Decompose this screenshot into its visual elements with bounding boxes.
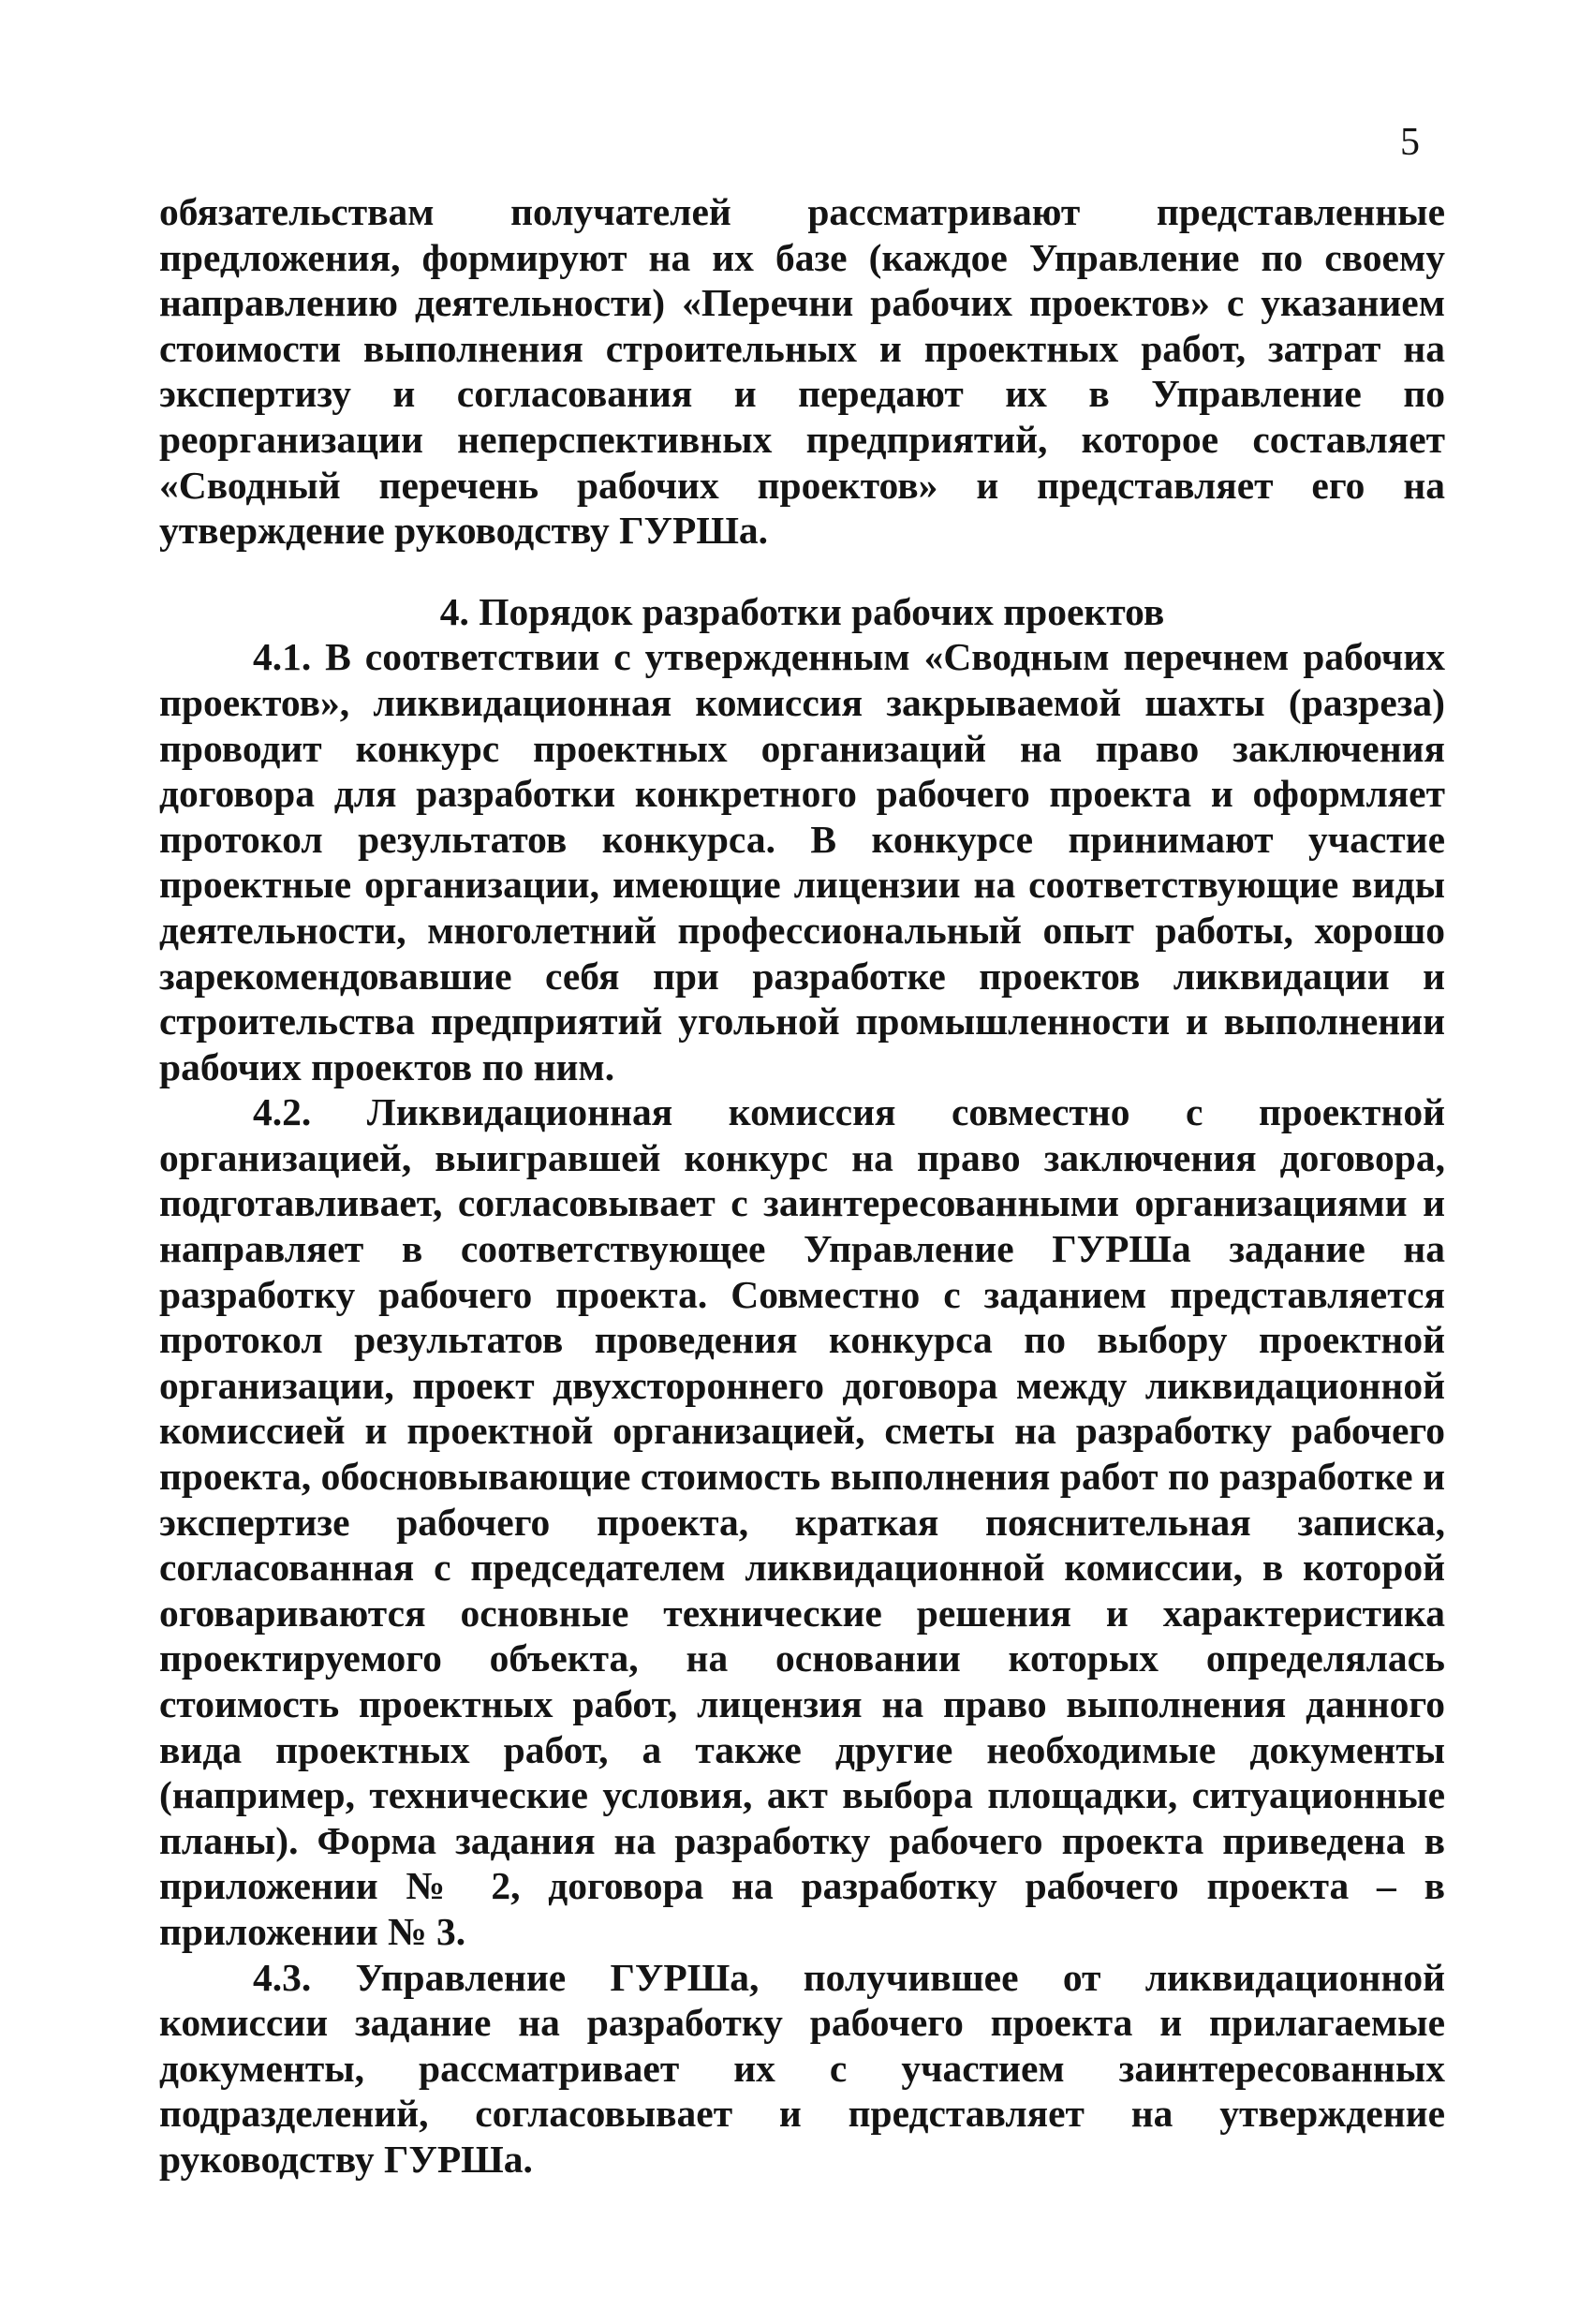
paragraph-4-1: 4.1. В соответствии с утвержденным «Сводным перечнем рабочих проектов», ликвидационная комиссия закрываемой шахты (разреза) проводит конкурс проектных организаций на право заключения договора для разработки конкретного рабочего проекта и оформляет протокол результатов конкурса. В конкурсе принимают участие проектные организации, имеющие лицензии на соответствующие виды деятельности, многолетний профессиональный опыт работы, хорошо зарекомендовавшие себя при разработке проектов ликвидации и строительства предприятий угольной промышленности и выполнении рабочих проектов по ним. — [159, 635, 1445, 1088]
intro-paragraph: обязательствам получателей рассматривают представленные предложения, формируют на их базе (каждое Управление по своему направлению деятельности) «Перечни рабочих проектов» с указанием стоимости выполнения строительных и проектных работ, затрат на экспертизу и согласования и передают их в Управление по реорганизации неперспективных предприятий, которое составляет «Сводный перечень рабочих проектов» и представляет его на утверждение руководству ГУРШа. — [159, 190, 1445, 553]
section-heading: 4. Порядок разработки рабочих проектов — [439, 589, 1165, 633]
paragraph-4-2: 4.2. Ликвидационная комиссия совместно с проектной организацией, выигравшей конкурс на право заключения договора, подготавливает, согласовывает с заинтересованными организациями и направляет в соответствующее Управление ГУРШа задание на разработку рабочего проекта. Совместно с заданием представляется протокол результатов проведения конкурса по выбору проектной организации, проект двухстороннего договора между ликвидационной комиссией и проектной организацией, сметы на разработку рабочего проекта, обосновывающие стоимость выполнения работ по разработке и экспертизе рабочего проекта, краткая пояснительная записка, согласованная с председателем ликвидационной комиссии, в которой оговариваются основные технические решения и характеристика проектируемого объекта, на основании которых определялась стоимость проектных работ, лицензия на право выполнения данного вида проектных работ, а также другие необходимые документы (например, технические условия, акт выбора площадки, ситуационные планы). Форма задания на разработку рабочего проекта приведена в приложении № 2, договора на разработку рабочего проекта – в приложении № 3. — [159, 1090, 1445, 1953]
paragraph-4-3: 4.3. Управление ГУРШа, получившее от ликвидационной комиссии задание на разработку рабочего проекта и прилагаемые документы, рассматривает их с участием заинтересованных подразделений, согласовывает и представляет на утверждение руководству ГУРШа. — [159, 1955, 1445, 2181]
page-number: 5 — [1400, 121, 1420, 164]
document-body — [159, 189, 1445, 2183]
